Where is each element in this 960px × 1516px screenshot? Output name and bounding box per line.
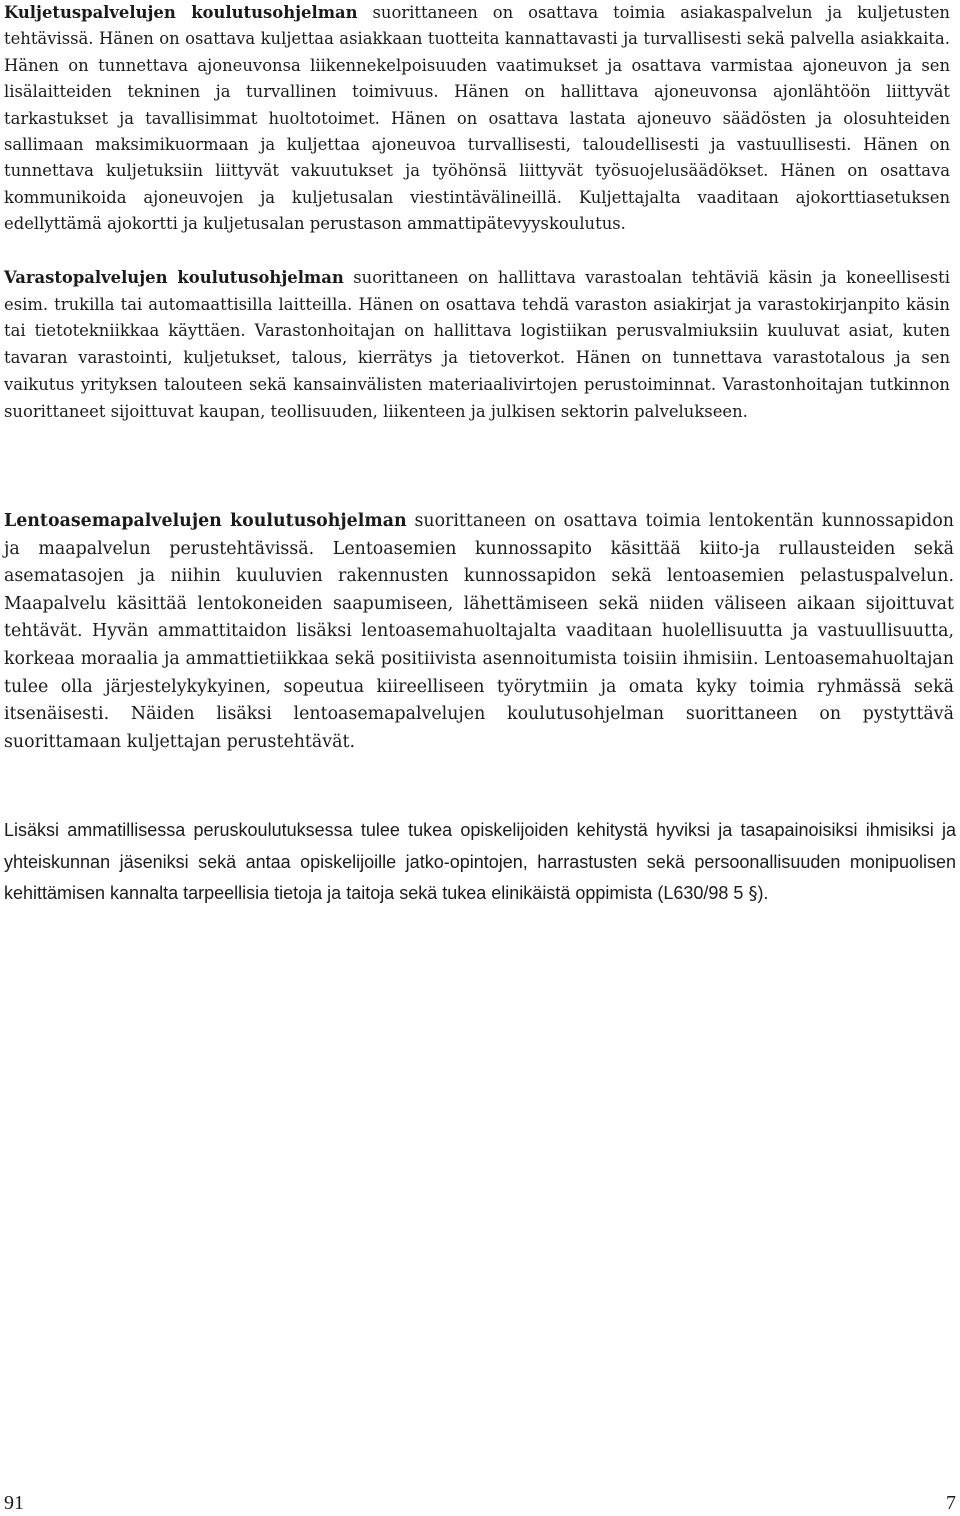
section-mark: § (748, 883, 758, 905)
paragraph-lead: Lentoasemapalvelujen koulutusohjelman (4, 511, 407, 531)
paragraph-varastopalvelut (4, 265, 950, 425)
paragraph-body: suorittaneen on hallittava varastoalan tehtäviä käsin ja koneellisesti esim. trukilla tai automaattisilla laitteilla. Hänen on osattava tehdä varaston asiakirjat ja varastokirjanpito käsin tai tietotekniikkaa käyttäen. Varastonhoitajan on hallittava logistiikan perusvalmiuksiin kuuluvat asiat, kuten tavaran varastointi, kuljetukset, talous, kierrätys ja tietoverkot. Hänen on tunnettava varastotalous ja sen vaikutus yrityksen talouteen sekä kansainvälisten materiaalivirtojen perustoiminnat. Varastonhoitajan tutkinnon suorittaneet sijoittuvat kaupan, teollisuuden, liikenteen ja julkisen sektorin palvelukseen. (4, 268, 950, 421)
paragraph-lead: Varastopalvelujen koulutusohjelman (4, 268, 344, 287)
paragraph-lead: Kuljetuspalvelujen koulutusohjelman (4, 3, 358, 22)
paragraph-kuljetuspalvelut (4, 0, 950, 238)
paragraph-general-education (4, 815, 956, 910)
footer-page-number-left: 91 (4, 1492, 24, 1514)
paragraph-body-end: ). (757, 883, 769, 904)
paragraph-body: suorittaneen on osattava toimia asiakaspalvelun ja kuljetusten tehtävissä. Hänen on osattava kuljettaa asiakkaan tuotteita kannattavasti ja turvallisesti sekä palvella asiakkaita. Hänen on tunnettava ajoneuvonsa liikennekelpoisuuden vaatimukset ja osattava varmistaa ajoneuvon ja sen lisälaitteiden tekninen ja turvallinen toimivuus. Hänen on hallittava ajoneuvonsa ajonlähtöön liittyvät tarkastukset ja tavallisimmat huoltotoimet. Hänen on osattava lastata ajoneuvo säädösten ja olosuhteiden sallimaan maksimikuormaan ja kuljettaa ajoneuvoa turvallisesti, taloudellisesti ja vastuullisesti. Hänen on tunnettava kuljetuksiin liittyvät vakuutukset ja työhönsä liittyvät työsuojelusäädökset. Hänen on osattava kommunikoida ajoneuvojen ja kuljetusalan viestintävälineillä. Kuljettajalta vaaditaan ajokorttiasetuksen edellyttämä ajokortti ja kuljetusalan perustason ammattipätevyyskoulutus. (4, 3, 950, 234)
paragraph-lentoasemapalvelut (4, 508, 954, 756)
paragraph-body: suorittaneen on osattava toimia lentokentän kunnossapidon ja maapalvelun perustehtävissä. Lentoasemien kunnossapito käsittää kiito-ja rullausteiden sekä asematasojen ja niihin kuuluvien rakennusten kunnossapidon sekä lentoasemien pelastuspalvelun. Maapalvelu käsittää lentokoneiden saapumiseen, lähettämiseen sekä niiden väliseen aikaan sijoittuvat tehtävät. Hyvän ammattitaidon lisäksi lentoasemahuoltajalta vaaditaan huolellisuutta ja vastuullisuutta, korkeaa moraalia ja ammattietiikkaa sekä positiivista asennoitumista toisiin ihmisiin. Lentoasemahuoltajan tulee olla järjestelykykyinen, sopeutua kiireelliseen työrytmiin ja omata kyky toimia ryhmässä sekä itsenäisesti. Näiden lisäksi lentoasemapalvelujen koulutusohjelman suorittaneen on pystyttävä suorittamaan kuljettajan perustehtävät. (4, 511, 954, 752)
paragraph-body: Lisäksi ammatillisessa peruskoulutuksessa tulee tukea opiskelijoiden kehitystä hyviksi ja tasapainoisiksi ihmisiksi ja yhteiskunnan jäseniksi sekä antaa opiskelijoille jatko-opintojen, harrastusten sekä persoonallisuuden monipuolisen kehittämisen kannalta tarpeellisia tietoja ja taitoja sekä tukea elinikäistä oppimista (L630/98 5 (4, 820, 956, 904)
footer-page-number-right: 7 (946, 1492, 956, 1514)
